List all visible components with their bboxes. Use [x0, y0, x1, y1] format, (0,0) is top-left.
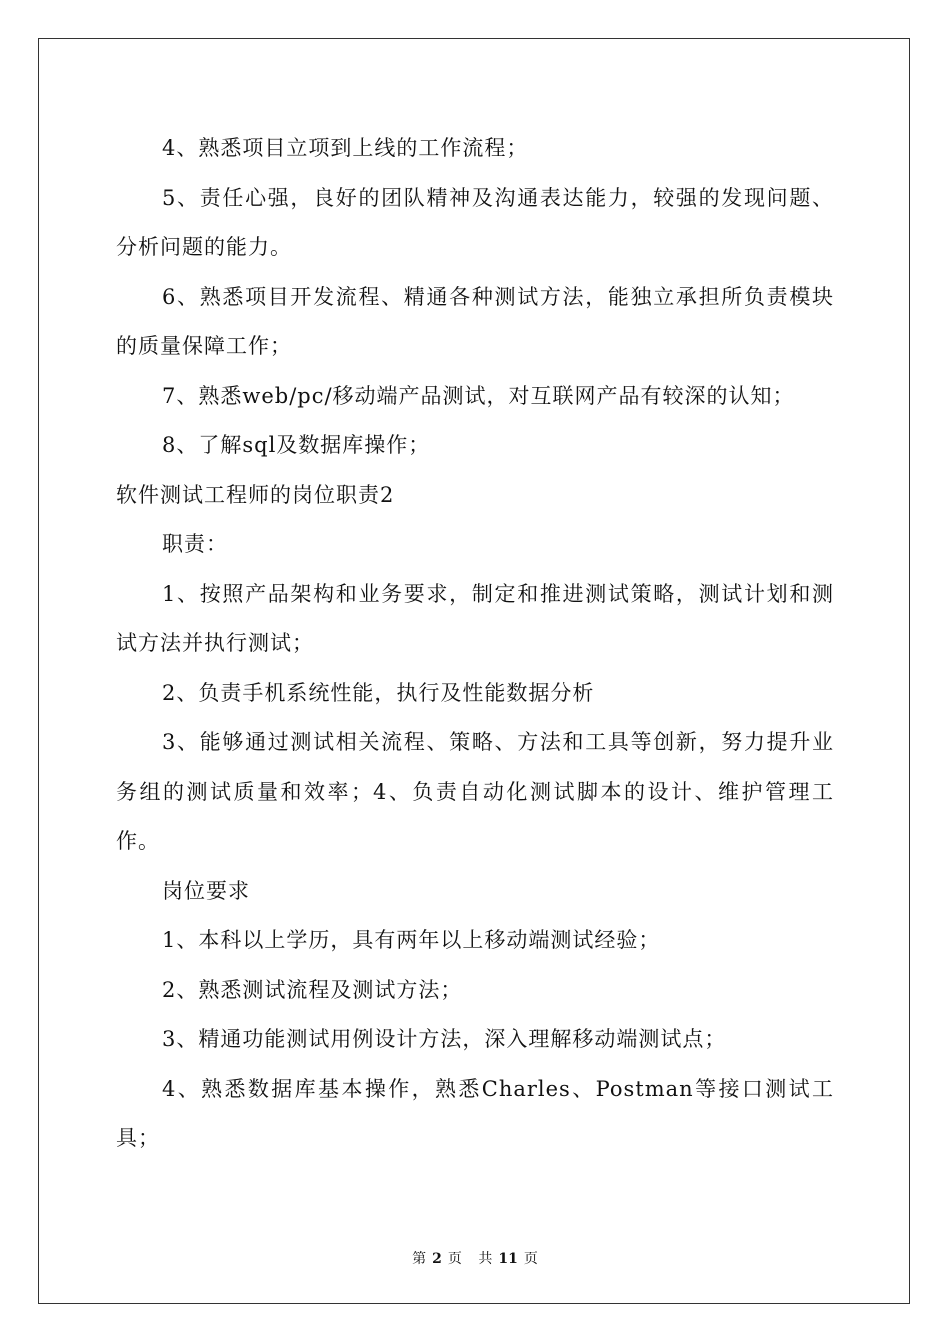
page-indicator — [409, 1251, 465, 1267]
footer-page-suffix: 页 — [447, 1251, 462, 1267]
paragraph: 5、责任心强，良好的团队精神及沟通表达能力，较强的发现问题、分析问题的能力。 — [116, 185, 834, 259]
paragraph: 1、本科以上学历，具有两年以上移动端测试经验； — [162, 928, 661, 952]
paragraph: 6、熟悉项目开发流程、精通各种测试方法，能独立承担所负责模块的质量保障工作； — [116, 284, 834, 358]
paragraph: 职责： — [162, 532, 228, 556]
footer-prefix: 第 — [412, 1251, 427, 1267]
paragraph: 8、了解sql及数据库操作； — [162, 433, 431, 457]
paragraph: 4、熟悉数据库基本操作，熟悉Charles、Postman等接口测试工具； — [116, 1076, 834, 1150]
footer-total-prefix: 共 — [478, 1251, 493, 1267]
total-pages: 11 — [498, 1251, 518, 1267]
paragraph: 2、负责手机系统性能，执行及性能数据分析 — [162, 680, 595, 705]
paragraph: 7、熟悉web/pc/移动端产品测试，对互联网产品有较深的认知； — [162, 383, 795, 408]
paragraph: 3、精通功能测试用例设计方法，深入理解移动端测试点； — [162, 1027, 727, 1051]
footer-total-suffix: 页 — [523, 1251, 538, 1267]
total-indicator — [475, 1251, 540, 1267]
page-number: 2 — [432, 1251, 442, 1267]
paragraph: 4、熟悉项目立项到上线的工作流程； — [162, 136, 529, 160]
section-heading: 软件测试工程师的岗位职责2 — [116, 482, 395, 507]
paragraph: 3、能够通过测试相关流程、策略、方法和工具等创新，努力提升业务组的测试质量和效率；4、负责自动化测试脚本的设计、维护管理工作。 — [116, 730, 834, 853]
document-body — [116, 124, 834, 1164]
paragraph: 1、按照产品架构和业务要求，制定和推进测试策略，测试计划和测试方法并执行测试； — [116, 581, 834, 655]
paragraph: 岗位要求 — [162, 878, 250, 903]
page-footer — [0, 1248, 950, 1268]
paragraph: 2、熟悉测试流程及测试方法； — [162, 977, 463, 1002]
